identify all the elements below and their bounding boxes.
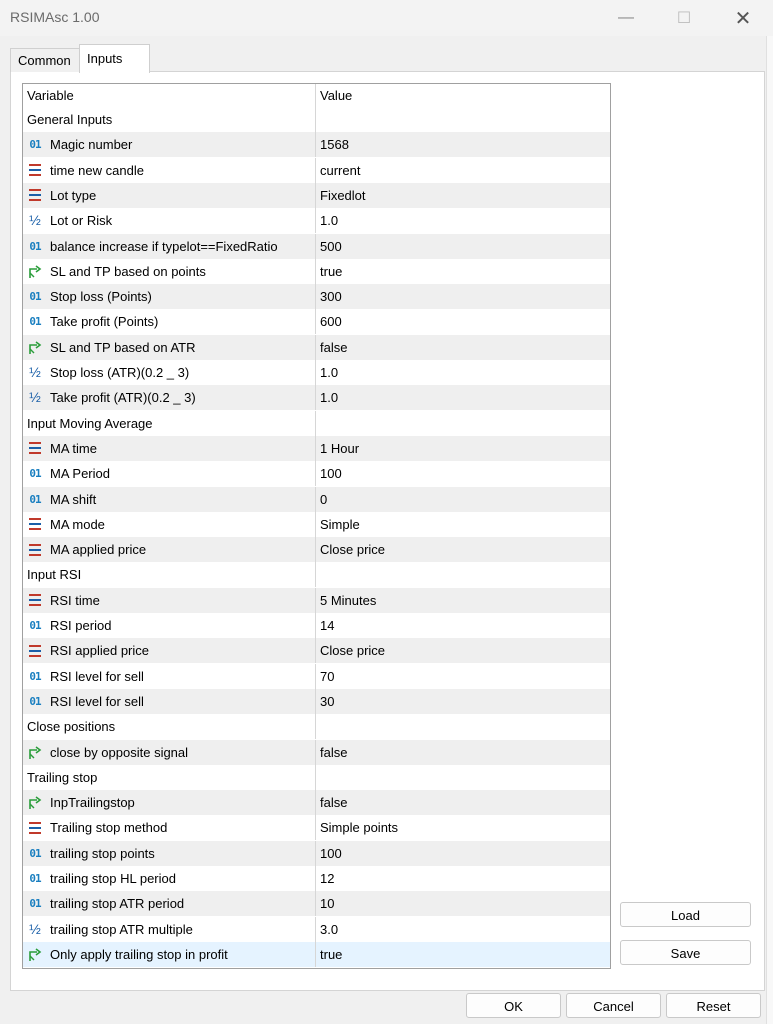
variable-name: RSI period xyxy=(50,618,112,633)
bool-icon xyxy=(27,264,43,279)
column-header-value[interactable]: Value xyxy=(320,88,353,103)
variable-name: InpTrailingstop xyxy=(50,795,135,811)
variable-cell xyxy=(23,588,316,613)
integer-icon: 01 xyxy=(29,694,41,708)
variable-name: RSI level for sell xyxy=(50,668,144,684)
variable-name: Lot type xyxy=(50,187,97,203)
variable-cell xyxy=(23,234,316,259)
table-row[interactable] xyxy=(23,613,610,638)
variable-name: Input Moving Average xyxy=(27,415,153,431)
integer-icon: 01 xyxy=(29,239,41,253)
table-row[interactable] xyxy=(23,259,610,284)
group-row[interactable] xyxy=(23,411,610,436)
table-row[interactable] xyxy=(23,689,610,714)
value-cell[interactable]: 1.0 xyxy=(320,213,339,229)
variable-name: time new candle xyxy=(50,162,144,178)
value-cell[interactable]: 12 xyxy=(320,871,335,886)
bool-icon xyxy=(27,795,43,810)
table-row[interactable] xyxy=(23,132,610,157)
value-cell[interactable]: 600 xyxy=(320,314,342,330)
variable-cell xyxy=(23,461,316,486)
variable-name: SL and TP based on ATR xyxy=(50,339,196,355)
variable-name: Take profit (Points) xyxy=(50,314,159,330)
variable-cell xyxy=(23,411,316,436)
variable-cell xyxy=(23,512,316,537)
minimize-button[interactable]: — xyxy=(618,9,634,26)
integer-icon: 01 xyxy=(29,897,41,911)
table-row[interactable] xyxy=(23,284,610,309)
variable-name: trailing stop ATR multiple xyxy=(50,921,193,937)
variable-cell xyxy=(23,537,316,562)
variable-cell xyxy=(23,664,316,689)
window-title: RSIMAsc 1.00 xyxy=(10,9,100,25)
variable-cell xyxy=(23,259,316,284)
table-row[interactable] xyxy=(23,309,610,334)
variable-name: Take profit (ATR)(0.2 _ 3) xyxy=(50,390,196,406)
variable-cell xyxy=(23,942,316,967)
variable-name: MA applied price xyxy=(50,542,147,558)
variable-cell xyxy=(23,866,316,891)
variable-cell xyxy=(23,487,316,512)
variable-name: MA time xyxy=(50,440,97,456)
integer-icon: 01 xyxy=(29,619,41,632)
variable-name: trailing stop points xyxy=(50,845,155,861)
variable-cell xyxy=(23,183,316,208)
value-cell[interactable]: true xyxy=(320,946,343,962)
integer-icon: 01 xyxy=(29,467,41,481)
group-row[interactable] xyxy=(23,562,610,587)
table-row[interactable] xyxy=(23,664,610,689)
table-row[interactable] xyxy=(23,208,610,233)
value-cell[interactable]: Fixedlot xyxy=(320,187,366,203)
load-button[interactable]: Load xyxy=(620,902,751,927)
variable-cell xyxy=(23,335,316,360)
value-cell[interactable]: false xyxy=(320,339,348,355)
variable-cell xyxy=(23,107,316,132)
value-cell[interactable]: Close price xyxy=(320,542,386,558)
value-cell[interactable]: 5 Minutes xyxy=(320,592,377,608)
variable-cell xyxy=(23,562,316,587)
variable-cell xyxy=(23,790,316,815)
value-cell[interactable]: true xyxy=(320,263,343,279)
double-icon: ½ xyxy=(29,389,41,406)
variable-name: Trailing stop method xyxy=(50,820,168,836)
double-icon: ½ xyxy=(29,212,41,229)
value-cell[interactable]: 1 Hour xyxy=(320,440,360,456)
variable-name: Only apply trailing stop in profit xyxy=(50,946,228,962)
enum-icon xyxy=(27,593,43,608)
tab-inputs[interactable]: Inputs xyxy=(79,44,150,73)
table-row[interactable] xyxy=(23,588,610,613)
value-cell[interactable]: 70 xyxy=(320,668,335,684)
maximize-button[interactable]: ☐ xyxy=(676,10,692,27)
table-row[interactable] xyxy=(23,436,610,461)
table-row[interactable] xyxy=(23,740,610,765)
integer-icon: 01 xyxy=(29,846,41,860)
enum-icon xyxy=(27,517,43,532)
value-cell[interactable]: Simple xyxy=(320,516,360,532)
enum-icon xyxy=(27,163,43,178)
enum-icon xyxy=(27,441,43,456)
value-cell[interactable] xyxy=(316,562,610,587)
enum-icon xyxy=(27,188,43,203)
value-cell[interactable]: Close price xyxy=(320,643,386,659)
variable-cell xyxy=(23,436,316,461)
inputs-table[interactable] xyxy=(22,83,611,969)
bool-icon xyxy=(27,745,43,760)
variable-name: Stop loss (ATR)(0.2 _ 3) xyxy=(50,365,190,380)
integer-icon: 01 xyxy=(29,290,41,304)
variable-name: MA Period xyxy=(50,466,110,482)
cancel-button[interactable]: Cancel xyxy=(566,993,661,1018)
table-row[interactable] xyxy=(23,158,610,183)
variable-cell xyxy=(23,208,316,233)
group-row[interactable] xyxy=(23,107,610,132)
variable-cell xyxy=(23,740,316,765)
variable-cell xyxy=(23,689,316,714)
value-cell[interactable] xyxy=(316,765,610,790)
window-edge xyxy=(766,36,773,1024)
table-row[interactable] xyxy=(23,815,610,840)
value-cell[interactable]: false xyxy=(320,795,348,811)
variable-name: Trailing stop xyxy=(27,769,98,785)
variable-name: Lot or Risk xyxy=(50,213,113,229)
integer-icon: 01 xyxy=(29,492,41,506)
table-row[interactable] xyxy=(23,790,610,815)
variable-name: trailing stop HL period xyxy=(50,871,176,886)
value-cell[interactable]: 100 xyxy=(320,845,342,861)
double-icon: ½ xyxy=(29,364,41,380)
value-cell[interactable]: 3.0 xyxy=(320,921,339,937)
variable-name: MA shift xyxy=(50,491,97,507)
enum-icon xyxy=(27,542,43,557)
table-row[interactable] xyxy=(23,891,610,916)
value-cell[interactable]: 1.0 xyxy=(320,365,339,380)
variable-cell xyxy=(23,158,316,183)
table-row[interactable] xyxy=(23,183,610,208)
ok-button[interactable]: OK xyxy=(466,993,561,1018)
enum-icon xyxy=(27,643,43,658)
bool-icon xyxy=(27,340,43,355)
variable-name: RSI time xyxy=(50,592,100,608)
group-row[interactable] xyxy=(23,714,610,739)
variable-cell xyxy=(23,765,316,790)
variable-name: Magic number xyxy=(50,137,133,153)
table-row[interactable] xyxy=(23,942,610,967)
table-row[interactable] xyxy=(23,638,610,663)
table-row[interactable] xyxy=(23,461,610,486)
value-cell[interactable]: 14 xyxy=(320,618,335,633)
bool-icon xyxy=(27,947,43,962)
save-button[interactable]: Save xyxy=(620,940,751,965)
value-cell[interactable] xyxy=(316,714,610,739)
variable-cell xyxy=(23,385,316,410)
enum-icon xyxy=(27,820,43,835)
table-row[interactable] xyxy=(23,512,610,537)
double-icon: ½ xyxy=(29,920,41,937)
variable-name: close by opposite signal xyxy=(50,744,189,760)
variable-cell xyxy=(23,891,316,916)
variable-cell xyxy=(23,714,316,739)
value-cell[interactable] xyxy=(316,107,610,132)
variable-cell xyxy=(23,638,316,663)
variable-cell xyxy=(23,841,316,866)
value-cell[interactable]: 0 xyxy=(320,491,328,507)
reset-button[interactable]: Reset xyxy=(666,993,761,1018)
variable-name: MA mode xyxy=(50,516,105,532)
variable-cell xyxy=(23,309,316,334)
value-cell[interactable]: false xyxy=(320,744,348,760)
variable-name: SL and TP based on points xyxy=(50,263,206,279)
table-row[interactable] xyxy=(23,234,610,259)
table-row[interactable] xyxy=(23,866,610,891)
tab-common[interactable]: Common xyxy=(10,48,88,72)
table-header xyxy=(23,84,610,107)
table-row[interactable] xyxy=(23,385,610,410)
value-cell[interactable]: 300 xyxy=(320,289,342,305)
value-cell[interactable]: 30 xyxy=(320,693,335,709)
group-row[interactable] xyxy=(23,765,610,790)
table-row[interactable] xyxy=(23,360,610,385)
value-cell[interactable] xyxy=(316,411,610,436)
value-cell[interactable]: 1.0 xyxy=(320,390,339,406)
integer-icon: 01 xyxy=(29,315,41,329)
variable-cell xyxy=(23,815,316,840)
variable-name: RSI applied price xyxy=(50,643,149,659)
variable-name: Input RSI xyxy=(27,567,82,583)
integer-icon: 01 xyxy=(29,669,41,683)
value-cell[interactable]: 500 xyxy=(320,238,342,254)
variable-cell xyxy=(23,917,316,942)
variable-cell xyxy=(23,360,316,385)
integer-icon: 01 xyxy=(29,138,41,152)
table-row[interactable] xyxy=(23,335,610,360)
variable-cell xyxy=(23,613,316,638)
value-cell[interactable]: current xyxy=(320,162,361,178)
title-bar xyxy=(0,0,773,36)
table-row[interactable] xyxy=(23,537,610,562)
variable-name: trailing stop ATR period xyxy=(50,896,185,912)
variable-name: General Inputs xyxy=(27,112,113,127)
value-cell[interactable]: Simple points xyxy=(320,820,399,836)
variable-cell xyxy=(23,132,316,157)
column-header-variable[interactable]: Variable xyxy=(23,84,316,107)
variable-name: Close positions xyxy=(27,719,116,735)
value-cell[interactable]: 100 xyxy=(320,466,342,482)
integer-icon: 01 xyxy=(29,872,41,885)
table-row[interactable] xyxy=(23,841,610,866)
close-button[interactable]: ✕ xyxy=(734,7,752,30)
table-row[interactable] xyxy=(23,487,610,512)
variable-name: Stop loss (Points) xyxy=(50,289,152,305)
table-row[interactable] xyxy=(23,917,610,942)
variable-cell xyxy=(23,284,316,309)
variable-name: balance increase if typelot==FixedRatio xyxy=(50,238,278,254)
variable-name: RSI level for sell xyxy=(50,693,144,709)
value-cell[interactable]: 10 xyxy=(320,896,335,912)
value-cell[interactable]: 1568 xyxy=(320,137,349,153)
